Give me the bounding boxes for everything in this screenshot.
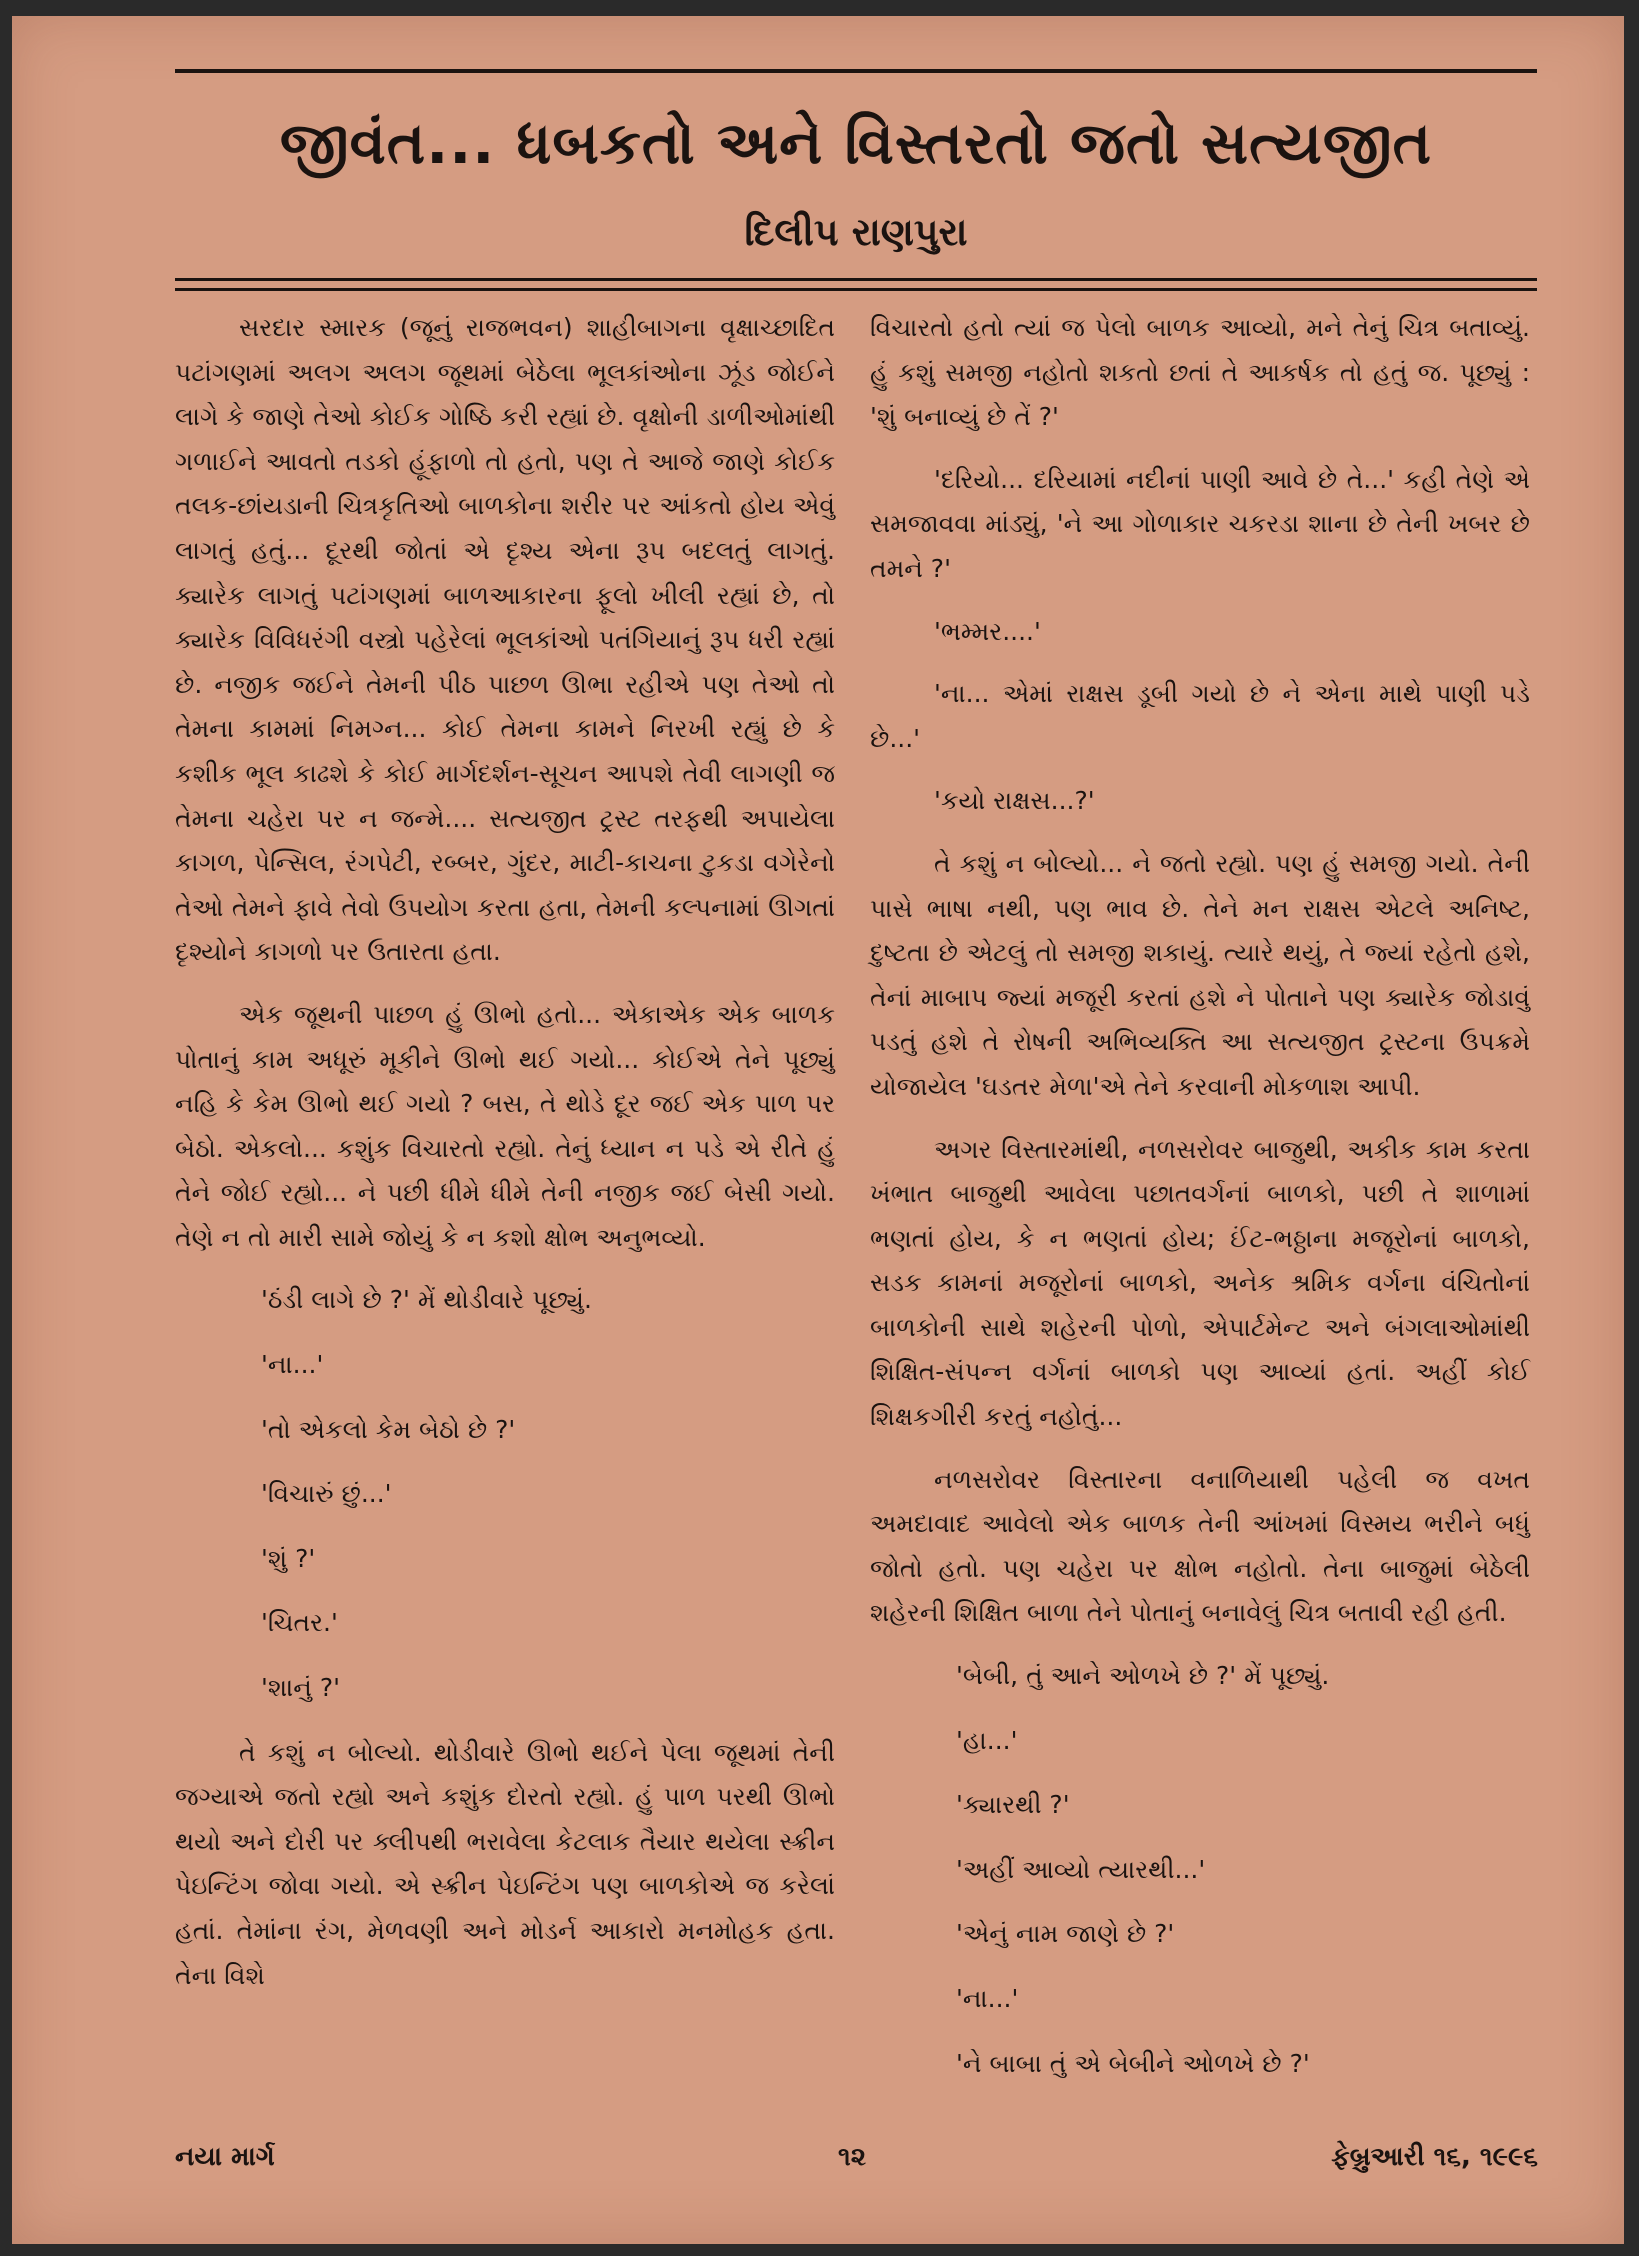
dialogue-line: 'ઠંડી લાગે છે ?' મેં થોડીવારે પૂછ્યું. xyxy=(261,1285,592,1315)
dialogue-line: 'હા...' xyxy=(956,1725,1018,1755)
dialogue-line: 'ના...' xyxy=(261,1350,324,1380)
right-column xyxy=(870,306,1530,2106)
dialogue-line: 'ચિતર.' xyxy=(261,1608,338,1638)
paragraph: નળસરોવર વિસ્તારના વનાળિયાથી પહેલી જ વખત અમદાવાદ આવેલો એક બાળક તેની આંખમાં વિસ્મય ભરીને બધું જોતો હતો. પણ ચહેરા પર ક્ષોભ નહોતો. તેના બાજુમાં બેઠેલી શહેરની શિક્ષિત બાળા તેને પોતાનું બનાવેલું ચિત્ર બતાવી રહી હતી. xyxy=(870,1464,1530,1628)
dialogue-line: 'ના...' xyxy=(956,1984,1019,2013)
title-rule-upper xyxy=(175,278,1537,281)
dialogue-line: 'ને બાબા તું એ બેબીને ઓળખે છે ?' xyxy=(956,2048,1310,2078)
dialogue-line: 'શાનું ?' xyxy=(261,1673,340,1703)
dialogue-line: 'બેબી, તું આને ઓળખે છે ?' મેં પૂછ્યું. xyxy=(956,1661,1330,1691)
footer-date: ફેબ્રુઆરી ૧૬, ૧૯૯૬ xyxy=(1331,2142,1538,2172)
title-rule-lower xyxy=(175,288,1537,291)
footer-publication: નયા માર્ગ xyxy=(175,2142,275,2172)
dialogue-line: 'શું ?' xyxy=(261,1543,316,1573)
dialogue-line: 'ક્યારથી ?' xyxy=(956,1790,1070,1820)
paragraph: 'ભમ્મર....' xyxy=(934,616,1041,646)
article-author: દિલીપ રાણપુરા xyxy=(744,210,968,254)
dialogue-line: 'તો એકલો કેમ બેઠો છે ?' xyxy=(261,1414,516,1444)
dialogue-line: 'એનું નામ જાણે છે ?' xyxy=(956,1919,1175,1949)
paragraph: વિચારતો હતો ત્યાં જ પેલો બાળક આવ્યો, મને તેનું ચિત્ર બતાવ્યું. હું કશું સમજી નહોતો શકતો છતાં તે આકર્ષક તો હતું જ. પૂછ્યું : 'શું બનાવ્યું છે તેં ?' xyxy=(870,313,1530,432)
paragraph: 'કયો રાક્ષસ...?' xyxy=(934,786,1095,816)
dialogue-line: 'અહીં આવ્યો ત્યારથી...' xyxy=(956,1854,1206,1884)
paragraph: 'ના... એમાં રાક્ષસ ડૂબી ગયો છે ને એના માથે પાણી પડે છે...' xyxy=(870,679,1530,753)
paragraph: એક જૂથની પાછળ હું ઊભો હતો... એકાએક એક બાળક પોતાનું કામ અધૂરું મૂકીને ઊભો થઈ ગયો... કોઈએ તેને પૂછ્યું નહિ કે કેમ ઊભો થઈ ગયો ? બસ, તે થોડે દૂર જઈ એક પાળ પર બેઠો. એકલો... કશુંક વિચારતો રહ્યો. તેનું ધ્યાન ન પડે એ રીતે હું તેને જોઈ રહ્યો... ને પછી ધીમે ધીમે તેની નજીક જઈ બેસી ગયો. તેણે ન તો મારી સામે જોયું કે ન કશો ક્ષોભ અનુભવ્યો. xyxy=(175,999,835,1252)
top-rule xyxy=(175,69,1537,73)
dialogue-line: 'વિચારું છું...' xyxy=(261,1479,392,1509)
magazine-page xyxy=(12,16,1624,2244)
paragraph: 'દરિયો... દરિયામાં નદીનાં પાણી આવે છે તે...' કહી તેણે એ સમજાવવા માંડ્યું, 'ને આ ગોળાકાર ચકરડા શાના છે તેની ખબર છે તમને ?' xyxy=(870,464,1530,583)
article-title: જીવંત... ધબકતો અને વિસ્તરતો જતો સત્યજીત xyxy=(279,109,1433,177)
paragraph: સરદાર સ્મારક (જૂનું રાજભવન) શાહીબાગના વૃક્ષાચ્છાદિત પટાંગણમાં અલગ અલગ જૂથમાં બેઠેલા ભૂલકાંઓના ઝૂંડ જોઈને લાગે કે જાણે તેઓ કોઈક ગોષ્ઠિ કરી રહ્યાં છે. વૃક્ષોની ડાળીઓમાંથી ગળાઈને આવતો તડકો હૂંફાળો તો હતો, પણ તે આજે જાણે કોઈક તલક-છાંયડાની ચિત્રકૃતિઓ બાળકોના શરીર પર આંકતો હોય એવું લાગતું હતું... દૂરથી જોતાં એ દૃશ્ય એના રૂપ બદલતું લાગતું. ક્યારેક લાગતું પટાંગણમાં બાળઆકારના ફૂલો ખીલી રહ્યાં છે, તો ક્યારેક વિવિધરંગી વસ્ત્રો પહેરેલાં ભૂલકાંઓ પતંગિયાનું રૂપ ધરી રહ્યાં છે. નજીક જઈને તેમની પીઠ પાછળ ઊભા રહીએ પણ તેઓ તો તેમના કામમાં નિમગ્ન... કોઈ તેમના કામને નિરખી રહ્યું છે કે કશીક ભૂલ કાઢશે કે કોઈ માર્ગદર્શન-સૂચન આપશે તેવી લાગણી જ તેમના ચહેરા પર ન જન્મે.... સત્યજીત ટ્રસ્ટ તરફથી અપાયેલા કાગળ, પેન્સિલ, રંગપેટી, રબ્બર, ગુંદર, માટી-કાચના ટુકડા વગેરેનો તેઓ તેમને ફાવે તેવો ઉપયોગ કરતા હતા, તેમની કલ્પનામાં ઊગતાં દૃશ્યોને કાગળો પર ઉતારતા હતા. xyxy=(175,313,835,967)
footer-page-number: ૧૨ xyxy=(837,2142,866,2172)
left-column xyxy=(175,306,835,2016)
paragraph: અગર વિસ્તારમાંથી, નળસરોવર બાજુથી, અકીક કામ કરતા ખંભાત બાજુથી આવેલા પછાતવર્ગનાં બાળકો, પછી તે શાળામાં ભણતાં હોય, કે ન ભણતાં હોય; ઈંટ-ભઠ્ઠાના મજૂરોનાં બાળકો, સડક કામનાં મજૂરોનાં બાળકો, અનેક શ્રમિક વર્ગના વંચિતોનાં બાળકોની સાથે શહેરની પોળો, એપાર્ટમેન્ટ અને બંગલાઓમાંથી શિક્ષિત-સંપન્ન વર્ગનાં બાળકો પણ આવ્યાં હતાં. અહીં કોઈ શિક્ષકગીરી કરતું નહોતું... xyxy=(870,1134,1530,1432)
paragraph: તે કશું ન બોલ્યો... ને જતો રહ્યો. પણ હું સમજી ગયો. તેની પાસે ભાષા નથી, પણ ભાવ છે. તેને મન રાક્ષસ એટલે અનિષ્ટ, દુષ્ટતા છે એટલું તો સમજી શકાયું. ત્યારે થયું, તે જ્યાં રહેતો હશે, તેનાં માબાપ જ્યાં મજૂરી કરતાં હશે ને પોતાને પણ ક્યારેક જોડાવું પડતું હશે તે રોષની અભિવ્યક્તિ આ સત્યજીત ટ્રસ્ટના ઉપક્રમે યોજાયેલ 'ઘડતર મેળા'એ તેને કરવાની મોકળાશ આપી. xyxy=(870,848,1530,1101)
paragraph: તે કશું ન બોલ્યો. થોડીવારે ઊભો થઈને પેલા જૂથમાં તેની જગ્યાએ જતો રહ્યો અને કશુંક દોરતો રહ્યો. હું પાળ પરથી ઊભો થયો અને દોરી પર ક્લીપથી ભરાવેલા કેટલાક તૈયાર થયેલા સ્ક્રીન પેઇન્ટિંગ જોવા ગયો. એ સ્ક્રીન પેઇન્ટિંગ પણ બાળકોએ જ કરેલાં હતાં. તેમાંના રંગ, મેળવણી અને મોડર્ન આકારો મનમોહક હતા. તેના વિશે xyxy=(175,1737,835,1990)
